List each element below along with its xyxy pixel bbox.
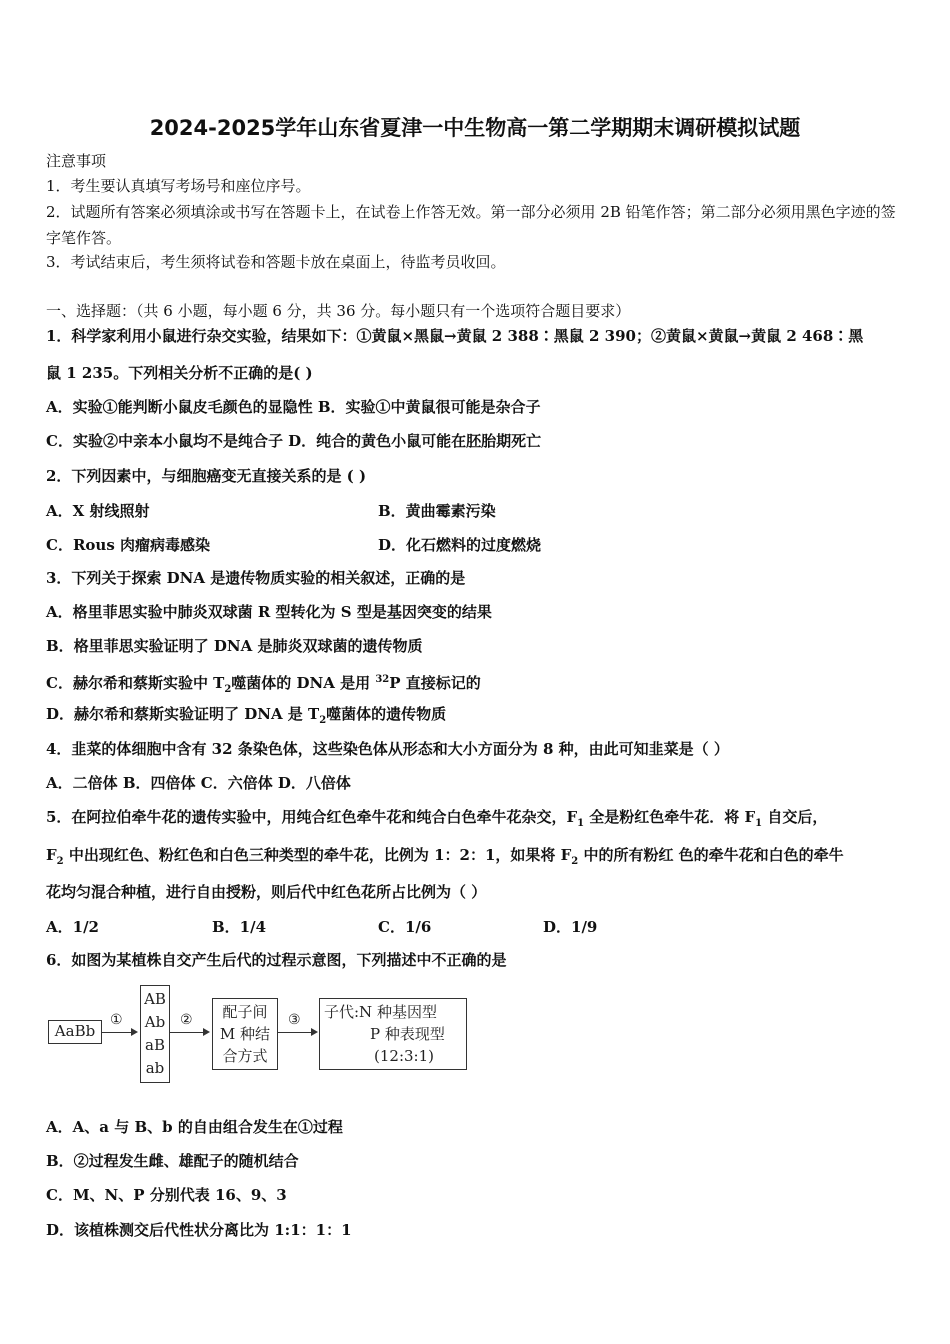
step-1-label: ①: [110, 1012, 123, 1028]
q5-option-c: C．1/6: [378, 918, 432, 936]
process-diagram: [46, 980, 471, 1088]
gametes-box: [140, 985, 170, 1083]
q4-options: A．二倍体 B．四倍体 C．六倍体 D．八倍体: [46, 774, 351, 792]
q6-option-a: A．A、a 与 B、b 的自由组合发生在①过程: [46, 1118, 343, 1136]
offspring-line: (12:3:1): [374, 1047, 434, 1065]
gamete: ab: [145, 1059, 165, 1077]
q3-stem: 3．下列关于探索 DNA 是遗传物质实验的相关叙述，正确的是: [46, 569, 466, 587]
q5-option-b: B．1/4: [212, 918, 267, 936]
arrow-1: [102, 1032, 136, 1033]
q5-stem-line1: 5．在阿拉伯牵牛花的遗传实验中，用纯合红色牵牛花和纯合白色牵牛花杂交，$F_1$ 全是粉红色牵牛花．将 $F_1$ 自交后，: [46, 808, 828, 829]
combination-box: [212, 998, 278, 1070]
q3-option-a: A．格里菲思实验中肺炎双球菌 R 型转化为 S 型是基因突变的结果: [46, 603, 492, 621]
q3-option-c: C．赫尔希和蔡斯实验中 $T_2$噬菌体的 DNA 是用 $^{32}$P 直接标记的: [46, 674, 481, 695]
notes-item: 1．考生要认真填写考场号和座位序号。: [46, 177, 311, 195]
q5-stem-line3: 花均匀混合种植，进行自由授粉，则后代中红色花所占比例为（ ）: [46, 883, 487, 901]
offspring-box: [319, 998, 467, 1070]
q4-stem: 4．韭菜的体细胞中含有 32 条染色体，这些染色体从形态和大小方面分为 8 种，由此可知韭菜是（ ）: [46, 740, 729, 758]
q2-stem: 2．下列因素中，与细胞癌变无直接关系的是 ( ): [46, 467, 367, 485]
q1-stem-line2: 鼠 1 235。下列相关分析不正确的是( ): [46, 364, 313, 382]
gamete: AB: [144, 990, 166, 1008]
q6-option-b: B．②过程发生雌、雄配子的随机结合: [46, 1152, 299, 1170]
step-3-label: ③: [288, 1012, 301, 1028]
q1-options-cd: C．实验②中亲本小鼠均不是纯合子 D．纯合的黄色小鼠可能在胚胎期死亡: [46, 432, 542, 450]
q1-stem-line1: 1．科学家利用小鼠进行杂交实验，结果如下：①黄鼠×黑鼠→黄鼠 2 388∶黑鼠 2 390；②黄鼠×黄鼠→黄鼠 2 468∶黑: [46, 327, 864, 345]
q2-option-a: A．X 射线照射: [46, 502, 150, 520]
notes-heading: 注意事项: [46, 152, 107, 170]
arrow-2: [170, 1032, 208, 1033]
gamete: Ab: [144, 1013, 166, 1031]
notes-item: 2．试题所有答案必须填涂或书写在答题卡上，在试卷上作答无效。第一部分必须用 2B 铅笔作答；第二部分必须用黑色字迹的签字笔作答。: [46, 203, 896, 247]
q2-option-d: D．化石燃料的过度燃烧: [378, 536, 542, 554]
offspring-line: P 种表现型: [370, 1025, 445, 1043]
combination-line: 配子间: [222, 1003, 268, 1021]
q3-option-d: D．赫尔希和蔡斯实验证明了 DNA 是 $T_2$噬菌体的遗传物质: [46, 705, 447, 726]
arrow-3: [278, 1032, 316, 1033]
section-heading: 一、选择题：（共 6 小题，每小题 6 分，共 36 分。每小题只有一个选项符合题目要求）: [46, 302, 631, 320]
q5-option-d: D．1/9: [543, 918, 598, 936]
page-title: 2024-2025学年山东省夏津一中生物高一第二学期期末调研模拟试题: [149, 116, 801, 140]
step-2-label: ②: [180, 1012, 193, 1028]
q6-option-c: C．M、N、P 分别代表 16、9、3: [46, 1186, 287, 1204]
offspring-line: 子代:N 种基因型: [324, 1003, 437, 1021]
q2-option-c: C．Rous 肉瘤病毒感染: [46, 536, 210, 554]
notes-item: 3．考试结束后，考生须将试卷和答题卡放在桌面上，待监考员收回。: [46, 253, 506, 271]
q2-option-b: B．黄曲霉素污染: [378, 502, 496, 520]
q1-options-ab: A．实验①能判断小鼠皮毛颜色的显隐性 B．实验①中黄鼠很可能是杂合子: [46, 398, 541, 416]
q6-option-d: D．该植株测交后代性状分离比为 1:1：1：1: [46, 1221, 352, 1239]
combination-line: M 种结: [219, 1025, 271, 1043]
q5-stem-line2: $F_2$ 中出现红色、粉红色和白色三种类型的牵牛花，比例为 1：2：1，如果将 $F_2$ 中的所有粉红 色的牵牛花和白色的牵牛: [46, 846, 844, 867]
parent-genotype-box: AaBb: [48, 1020, 102, 1044]
q3-option-b: B．格里菲思实验证明了 DNA 是肺炎双球菌的遗传物质: [46, 637, 423, 655]
combination-line: 合方式: [222, 1047, 268, 1065]
q6-stem: 6．如图为某植株自交产生后代的过程示意图，下列描述中不正确的是: [46, 951, 507, 969]
q5-option-a: A．1/2: [46, 918, 99, 936]
gamete: aB: [145, 1036, 165, 1054]
